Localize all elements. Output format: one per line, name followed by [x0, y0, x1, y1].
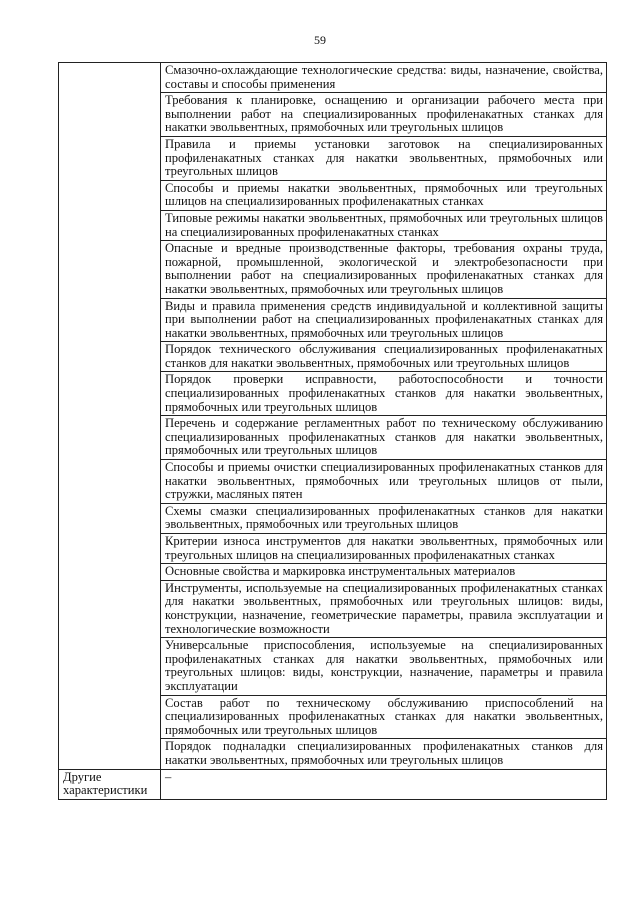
requirement-cell: Способы и приемы накатки эвольвентных, прямобочных или треугольных шлицов на специализированных профиленакатных станках: [161, 180, 607, 210]
table-row-other: [59, 769, 607, 799]
requirement-cell: Состав работ по техническому обслуживанию приспособлений на специализированных профиленакатных станках для накатки эвольвентных, прямобочных или треугольных шлицов: [161, 695, 607, 739]
row-label-cell: [59, 63, 161, 770]
requirement-cell: Правила и приемы установки заготовок на специализированных профиленакатных станках для накатки эвольвентных, прямобочных или треугольных шлицов: [161, 136, 607, 180]
other-characteristics-label: Другие характеристики: [59, 769, 161, 799]
requirement-cell: Универсальные приспособления, используемые на специализированных профиленакатных станках для накатки эвольвентных, прямобочных или треугольных шлицов: виды, конструкции, назначение, параметры и правила эксплуатации: [161, 638, 607, 695]
requirement-cell: Порядок подналадки специализированных профиленакатных станков для накатки эвольвентных, прямобочных или треугольных шлицов: [161, 739, 607, 769]
requirement-cell: Основные свойства и маркировка инструментальных материалов: [161, 564, 607, 581]
requirement-cell: Порядок проверки исправности, работоспособности и точности специализированных профиленакатных станков для накатки эвольвентных, прямобочных или треугольных шлицов: [161, 372, 607, 416]
requirements-table: [58, 62, 607, 800]
requirements-table-body: [59, 63, 607, 800]
requirement-cell: Смазочно-охлаждающие технологические средства: виды, назначение, свойства, составы и способы применения: [161, 63, 607, 93]
requirement-cell: Порядок технического обслуживания специализированных профиленакатных станков для накатки эвольвентных, прямобочных или треугольных шлицов: [161, 342, 607, 372]
requirement-cell: Инструменты, используемые на специализированных профиленакатных станках для накатки эвольвентных, прямобочных или треугольных шлицов: виды, конструкции, назначение, геометрические параметры, правила эксплуатации и технологические возможности: [161, 580, 607, 637]
table-row: [59, 63, 607, 93]
requirement-cell: Перечень и содержание регламентных работ по техническому обслуживанию специализированных профиленакатных станков для накатки эвольвентных, прямобочных или треугольных шлицов: [161, 416, 607, 460]
page-number: 59: [314, 33, 326, 47]
requirement-cell: Критерии износа инструментов для накатки эвольвентных, прямобочных или треугольных шлицов на специализированных профиленакатных станках: [161, 534, 607, 564]
requirement-cell: Способы и приемы очистки специализированных профиленакатных станков для накатки эвольвентных, прямобочных или треугольных шлицов от пыли, стружки, масляных пятен: [161, 460, 607, 504]
requirement-cell: Схемы смазки специализированных профиленакатных станков для накатки эвольвентных, прямобочных или треугольных шлицов: [161, 503, 607, 533]
requirement-cell: Виды и правила применения средств индивидуальной и коллективной защиты при выполнении работ на специализированных профиленакатных станках для накатки эвольвентных, прямобочных или треугольных шлицов: [161, 298, 607, 342]
requirement-cell: Опасные и вредные производственные факторы, требования охраны труда, пожарной, промышленной, экологической и электробезопасности при выполнении работ на специализированных профиленакатных станках для накатки эвольвентных, прямобочных или треугольных шлицов: [161, 241, 607, 298]
requirement-cell: Типовые режимы накатки эвольвентных, прямобочных или треугольных шлицов на специализированных профиленакатных станках: [161, 210, 607, 240]
other-characteristics-value: –: [161, 769, 607, 799]
requirement-cell: Требования к планировке, оснащению и организации рабочего места при выполнении работ на специализированных профиленакатных станках для накатки эвольвентных, прямобочных или треугольных шлицов: [161, 93, 607, 137]
